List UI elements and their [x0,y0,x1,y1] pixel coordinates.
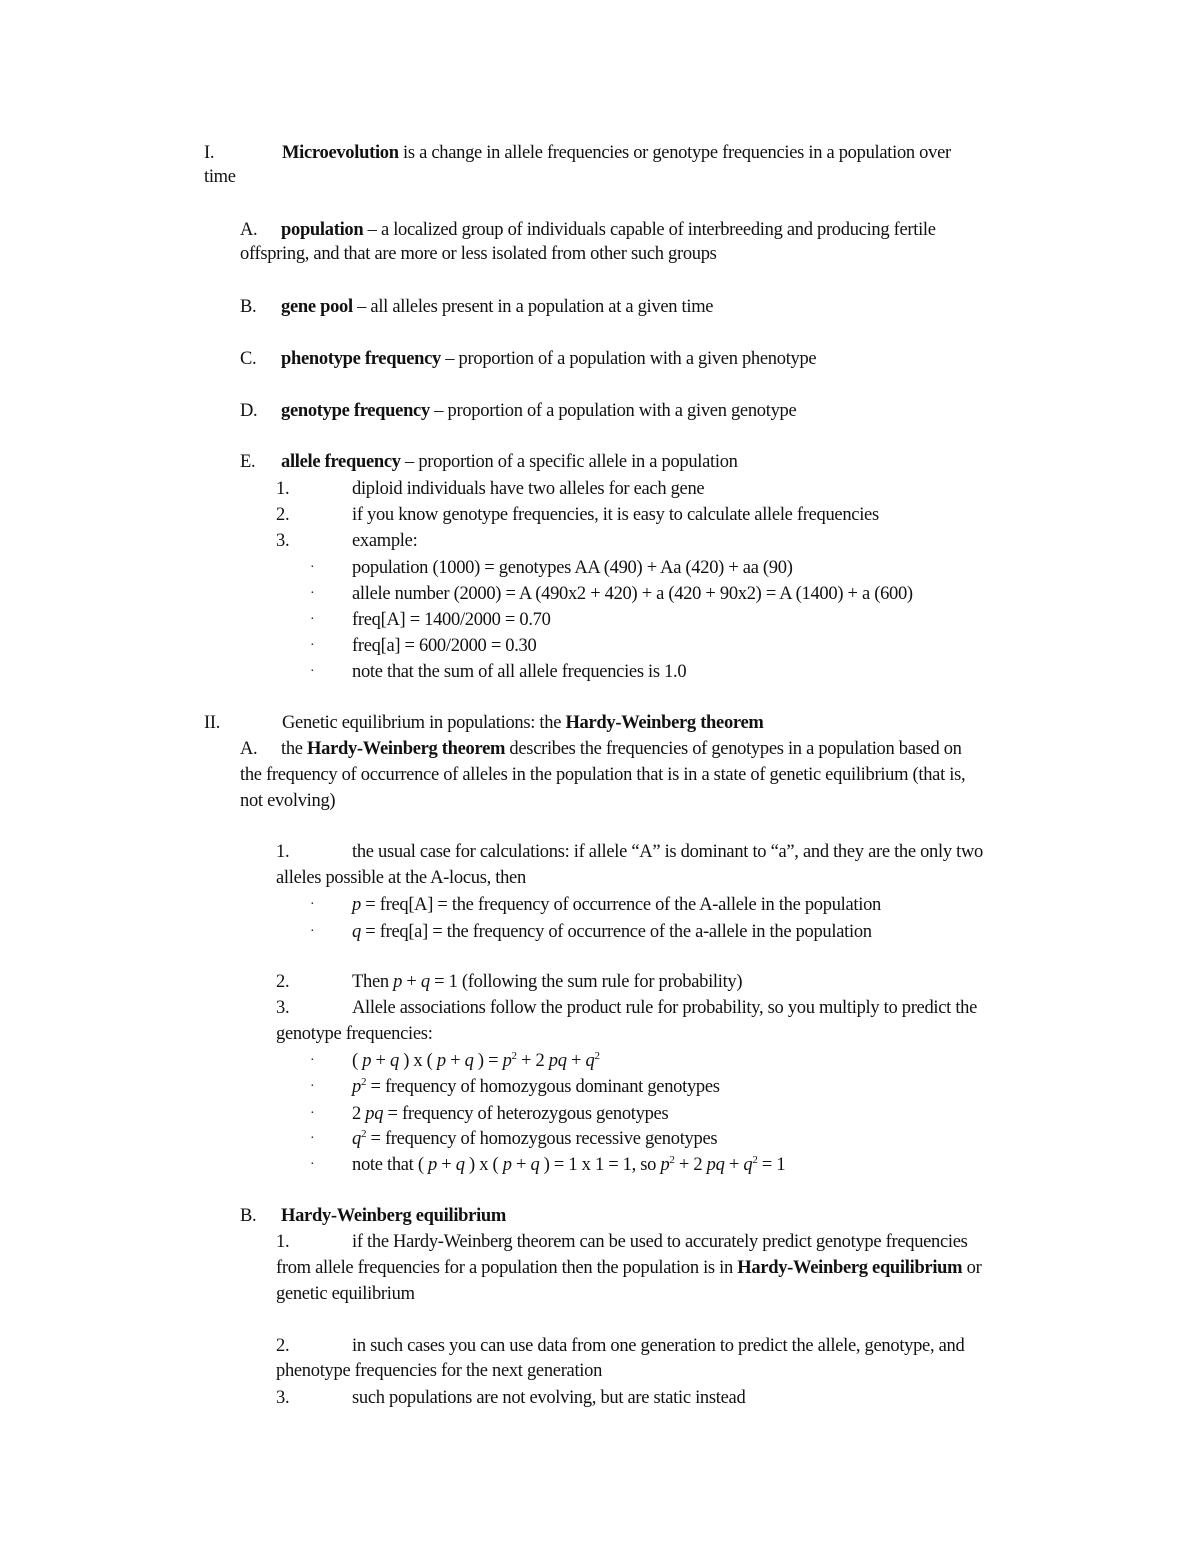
bullet-marker: · [310,924,315,939]
list-item-cont: genetic equilibrium [276,1284,415,1304]
hw-equation: ( p + q ) x ( p + q ) = $p^2 + 2$ pq + $q^2$ [352,1050,600,1071]
list-item-cont: genotype frequencies: [276,1024,433,1044]
bullet-marker: · [310,612,315,627]
section-ii-number: II. [204,713,221,733]
microevolution-term: Microevolution [282,143,399,163]
hw-theorem-def-cont: not evolving) [240,791,336,811]
list-item-cont: phenotype frequencies for the next generation [276,1361,603,1381]
section-i-heading-cont: time [204,167,236,187]
bullet-marker: · [310,560,315,575]
bullet-marker: · [310,638,315,653]
list-item-cont: from allele frequencies for a population then the population is in Hardy-Weinberg equilibrium or [276,1258,982,1278]
list-item-cont: alleles possible at the A-locus, then [276,868,526,888]
bullet-marker: · [310,586,315,601]
bullet-marker: · [310,1131,315,1146]
hw-sum-note: note that ( p + q ) x ( p + q ) = 1 x 1 = 1, so $p^2 + 2$ pq + $q^2 = 1$ [352,1154,786,1175]
section-i-number: I. [204,143,215,163]
bullet-marker: · [310,897,315,912]
bullet-marker: · [310,664,315,679]
document-page: I. Microevolution is a change in allele frequencies or genotype frequencies in a population over time A. population – a localized group of individuals capable of interbreeding and producing fertile offspring, and that are more or less isolated from other such groups B. gene pool – all alleles present in a population at a given time C. phenotype frequency – proportion of a population with a given phenotype D. genotype frequency – proportion of a population with a given genotype E. allele frequency – proportion of a specific allele in a population 1. diploid individuals have two alleles for each gene 2. if you know genotype frequencies, it is easy to calculate allele frequencies 3. example: · population (1000) = genotypes AA (490) + Aa (420) + aa (90) · allele number (2000) = A (490x2 + 420) + a (420 + 90x2) = A (1400) + a (600) · freq[A] = 1400/2000 = 0.70 · freq[a] = 600/2000 = 0.30 · note that the sum of all allele frequencies is 1.0 II. Genetic equilibrium in populations: the Hardy-Weinberg theorem A. the Hardy-Weinberg theorem describes the frequencies of genotypes in a population based on the frequency of occurrence of alleles in the population that is in a state of genetic equilibrium (that is, not evolving) 1. the usual case for calculations: if allele “A” is dominant to “a”, and they are the only two alleles possible at the A-locus, then · p = freq[A] = the frequency of occurrence of the A-allele in the population · q = freq[a] = the frequency of occurrence of the a-allele in the population 2. Then p + q = 1 (following the sum rule for probability) 3. Allele associations follow the product rule for probability, so you multiply to predict the genotype frequencies: · ( p + q ) x ( p + q ) = $p^2 + 2$ pq + $q^2$ · $p^2$ = frequency of homozygous dominant genotypes · 2 pq = frequency of heterozygous genotypes · $q^2$ = frequency of homozygous recessive genotypes · note that ( p + q ) x ( p + q ) = 1 x 1 = 1, so $p^2 + 2$ pq + $q^2 = 1$ B. Hardy-Weinberg equilibrium 1. if the Hardy-Weinberg theorem can be used to accurately predict genotype frequencies from allele frequencies for a population then the population is in Hardy-Weinberg equilibrium or genetic equilibrium 2. in such cases you can use data from one generation to predict the allele, genotype, and phenotype frequencies for the next generation 3. such populations are not evolving, but are static instead [204,143,983,1408]
hw-theorem-def-cont: the frequency of occurrence of alleles in the population that is in a state of genetic equilibrium (that is, [240,765,966,785]
bullet-marker: · [310,1106,315,1121]
def-population-cont: offspring, and that are more or less isolated from other such groups [240,244,717,264]
bullet-marker: · [310,1157,315,1172]
bullet-marker: · [310,1079,315,1094]
bullet-marker: · [310,1053,315,1068]
